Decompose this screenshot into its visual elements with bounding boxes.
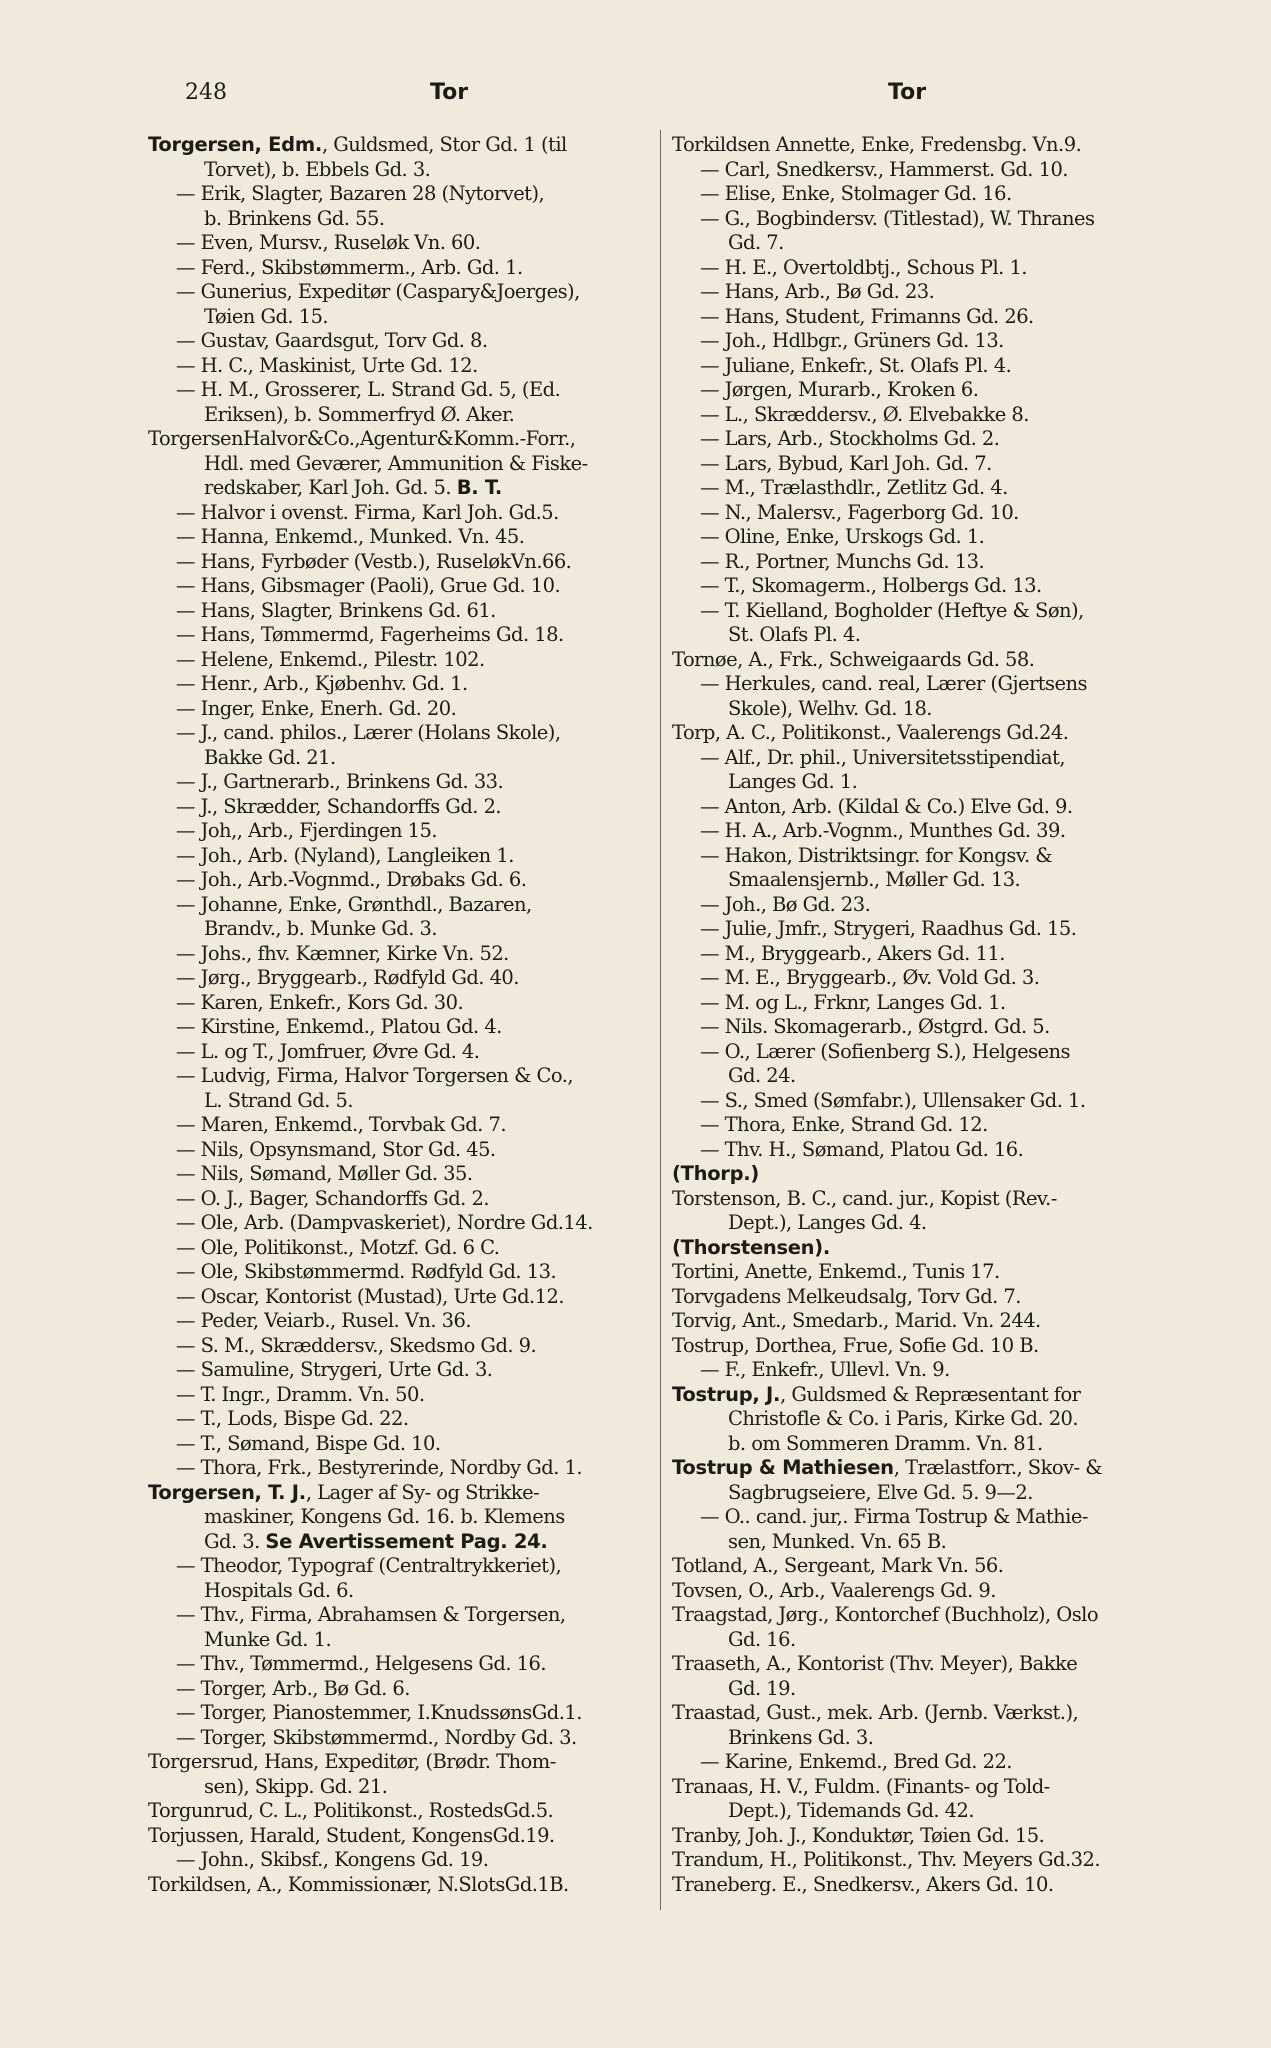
directory-line: — Thv., Firma, Abrahamsen & Torgersen, [176,1603,566,1626]
directory-line: Sagbrugseiere, Elve Gd. 5. 9—2. [728,1480,1033,1504]
page-header [0,72,1271,112]
directory-line: — Jørgen, Murarb., Kroken 6. [700,378,979,401]
directory-line: Hdl. med Geværer, Ammunition & Fiske- [204,451,588,475]
directory-line: Hospitals Gd. 6. [204,1578,354,1602]
directory-line: Tortini, Anette, Enkemd., Tunis 17. [672,1260,1000,1283]
directory-line: Gd. 19. [728,1676,796,1700]
directory-line: — N., Malersv., Fagerborg Gd. 10. [700,500,1019,524]
directory-line: — Hanna, Enkemd., Munked. Vn. 45. [176,525,525,548]
directory-line: — R., Portner, Munchs Gd. 13. [700,549,985,573]
directory-line: — Lars, Arb., Stockholms Gd. 2. [700,427,1000,450]
directory-line: — Hans, Tømmermd, Fagerheims Gd. 18. [176,623,564,646]
directory-line: — O.. cand. jur,. Firma Tostrup & Mathie- [700,1505,1088,1528]
directory-line: — S., Smed (Sømfabr.), Ullensaker Gd. 1. [700,1088,1086,1112]
directory-line: Tranaas, H. V., Fuldm. (Finants- og Told- [672,1774,1050,1798]
directory-line: — Joh., Hdlbgr., Grüners Gd. 13. [700,329,1004,352]
directory-line: — Johs., fhv. Kæmner, Kirke Vn. 52. [176,941,509,965]
directory-line: — M. E., Bryggearb., Øv. Vold Gd. 3. [700,966,1040,989]
directory-line: — Oscar, Kontorist (Mustad), Urte Gd.12. [176,1284,565,1308]
column-divider [660,130,661,1910]
directory-line: — Hans, Gibsmager (Paoli), Grue Gd. 10. [176,574,561,597]
directory-line: — Ole, Skibstømmermd. Rødfyld Gd. 13. [176,1260,557,1283]
directory-line: — Torger, Arb., Bø Gd. 6. [176,1676,410,1700]
directory-line: Totland, A., Sergeant, Mark Vn. 56. [672,1554,1004,1577]
directory-line: — Ludvig, Firma, Halvor Torgersen & Co., [176,1064,574,1087]
directory-line: — O., Lærer (Sofienberg S.), Helgesens [700,1039,1070,1063]
directory-line: Christofle & Co. i Paris, Kirke Gd. 20. [728,1407,1079,1430]
directory-line: — Hans, Slagter, Brinkens Gd. 61. [176,598,496,622]
directory-line: — Ole, Arb. (Dampvaskeriet), Nordre Gd.14. [176,1211,593,1234]
directory-line: — L., Skræddersv., Ø. Elvebakke 8. [700,402,1029,426]
directory-line: — O. J., Bager, Schandorffs Gd. 2. [176,1186,489,1210]
directory-line: Torkildsen Annette, Enke, Fredensbg. Vn.9. [672,133,1082,156]
running-head-right: Tor [888,80,927,105]
directory-line: Bakke Gd. 21. [204,745,336,769]
directory-line: — T. Kielland, Bogholder (Heftye & Søn), [700,598,1084,622]
right-column [672,133,1224,1897]
directory-line: — Nils, Opsynsmand, Stor Gd. 45. [176,1137,496,1161]
directory-line: — Joh,, Arb., Fjerdingen 15. [176,819,437,842]
directory-line: Traneberg. E., Snedkersv., Akers Gd. 10. [672,1872,1054,1896]
directory-line: Torstenson, B. C., cand. jur., Kopist (Rev.- [672,1186,1057,1210]
directory-line: Tostrup, J., Guldsmed & Repræsentant for [672,1382,1081,1406]
directory-line: — Oline, Enke, Urskogs Gd. 1. [700,525,985,548]
directory-line: — L. og T., Jomfruer, Øvre Gd. 4. [176,1039,480,1063]
directory-line: — Gunerius, Expeditør (Caspary&Joerges), [176,280,580,303]
directory-line: Tranby, Joh. J., Konduktør, Tøien Gd. 15. [672,1823,1045,1847]
directory-line: — Joh., Arb. (Nyland), Langleiken 1. [176,843,514,867]
directory-line: — John., Skibsf., Kongens Gd. 19. [176,1848,489,1871]
directory-line: b. Brinkens Gd. 55. [204,206,385,230]
directory-line: Skole), Welhv. Gd. 18. [728,696,932,720]
directory-line: redskaber, Karl Joh. Gd. 5. B. T. [204,476,503,499]
directory-line: — Henr., Arb., Kjøbenhv. Gd. 1. [176,672,468,695]
directory-line: (Thorp.) [672,1162,759,1185]
directory-line: — Joh., Bø Gd. 23. [700,892,871,916]
directory-line: — J., Gartnerarb., Brinkens Gd. 33. [176,770,504,793]
page-number: 248 [185,80,227,105]
directory-line: — Torger, Skibstømmermd., Nordby Gd. 3. [176,1725,577,1749]
directory-line: Tostrup & Mathiesen, Trælastforr., Skov- & [672,1456,1103,1479]
directory-line: — Nils. Skomagerarb., Østgrd. Gd. 5. [700,1015,1050,1038]
directory-line: — Even, Mursv., Ruseløk Vn. 60. [176,231,481,254]
directory-line: — Ole, Politikonst., Motzf. Gd. 6 C. [176,1235,500,1259]
directory-line: — Thv. H., Sømand, Platou Gd. 16. [700,1137,1024,1161]
directory-line: Torjussen, Harald, Student, KongensGd.19. [148,1823,555,1847]
directory-line: Traagstad, Jørg., Kontorchef (Buchholz), Oslo [672,1603,1099,1626]
directory-line: Torgersen, T. J., Lager af Sy- og Strikke- [148,1480,540,1504]
directory-line: — Theodor, Typograf (Centraltrykkeriet), [176,1554,562,1577]
directory-line: — T., Sømand, Bispe Gd. 10. [176,1431,441,1455]
directory-line: Traastad, Gust., mek. Arb. (Jernb. Værkst.), [672,1701,1079,1724]
directory-line: — Anton, Arb. (Kildal & Co.) Elve Gd. 9. [700,794,1073,818]
directory-line: — S. M., Skræddersv., Skedsmo Gd. 9. [176,1333,537,1357]
directory-line: Tovsen, O., Arb., Vaalerengs Gd. 9. [672,1578,996,1602]
directory-line: — Helene, Enkemd., Pilestr. 102. [176,647,485,671]
directory-line: Torgersen, Edm., Guldsmed, Stor Gd. 1 (til [148,133,567,156]
directory-line: Torvgadens Melkeudsalg, Torv Gd. 7. [672,1284,1021,1308]
directory-line: TorgersenHalvor&Co.,Agentur&Komm.-Forr., [148,427,576,450]
directory-line: — Hans, Arb., Bø Gd. 23. [700,280,935,303]
directory-line: Gd. 7. [728,231,784,254]
directory-line: — Elise, Enke, Stolmager Gd. 16. [700,182,1012,205]
directory-line: sen), Skipp. Gd. 21. [204,1774,388,1798]
directory-line: — Halvor i ovenst. Firma, Karl Joh. Gd.5. [176,500,559,524]
directory-line: — H. M., Grosserer, L. Strand Gd. 5, (Ed. [176,378,561,401]
directory-line: — Juliane, Enkefr., St. Olafs Pl. 4. [700,353,1012,377]
directory-line: Smaalensjernb., Møller Gd. 13. [728,868,1021,891]
directory-line: — H. C., Maskinist, Urte Gd. 12. [176,353,478,377]
directory-line: L. Strand Gd. 5. [204,1088,353,1112]
directory-line: — Hans, Student, Frimanns Gd. 26. [700,304,1034,328]
directory-line: — Gustav, Gaardsgut, Torv Gd. 8. [176,329,488,352]
directory-line: — Hakon, Distriktsingr. for Kongsv. & [700,843,1053,867]
directory-line: Torvet), b. Ebbels Gd. 3. [204,157,431,181]
directory-line: Munke Gd. 1. [204,1627,332,1651]
directory-line: — Peder, Veiarb., Rusel. Vn. 36. [176,1309,472,1332]
directory-line: Torvig, Ant., Smedarb., Marid. Vn. 244. [672,1309,1041,1332]
directory-line: — Erik, Slagter, Bazaren 28 (Nytorvet), [176,182,545,205]
directory-line: Dept.), Tidemands Gd. 42. [728,1799,975,1822]
directory-line: — Joh., Arb.-Vognmd., Drøbaks Gd. 6. [176,868,527,891]
running-head-left: Tor [430,80,469,105]
directory-line: — H. A., Arb.-Vognm., Munthes Gd. 39. [700,819,1066,842]
directory-line: — Karen, Enkefr., Kors Gd. 30. [176,990,464,1014]
directory-line: — Thv., Tømmermd., Helgesens Gd. 16. [176,1652,546,1675]
directory-line: Torgersrud, Hans, Expeditør, (Brødr. Thom- [148,1750,556,1773]
directory-line: — M., Trælasthdlr., Zetlitz Gd. 4. [700,476,1008,499]
directory-line: Tornøe, A., Frk., Schweigaards Gd. 58. [672,647,1035,671]
directory-line: — Thora, Frk., Bestyrerinde, Nordby Gd. 1. [176,1456,583,1479]
directory-line: Gd. 3. Se Avertissement Pag. 24. [204,1529,548,1553]
directory-line: Eriksen), b. Sommerfryd Ø. Aker. [204,402,515,426]
directory-line: — Samuline, Strygeri, Urte Gd. 3. [176,1358,493,1381]
directory-line: — G., Bogbindersv. (Titlestad), W. Thranes [700,206,1095,230]
directory-line: — F., Enkefr., Ullevl. Vn. 9. [700,1358,950,1381]
directory-line: St. Olafs Pl. 4. [728,623,861,646]
directory-line: Langes Gd. 1. [728,770,858,793]
directory-line: maskiner, Kongens Gd. 16. b. Klemens [204,1505,565,1528]
directory-line: Torp, A. C., Politikonst., Vaalerengs Gd.24. [672,721,1069,744]
directory-line: — Johanne, Enke, Grønthdl., Bazaren, [176,892,532,916]
directory-line: — J., cand. philos., Lærer (Holans Skole), [176,721,561,744]
directory-line: Trandum, H., Politikonst., Thv. Meyers Gd.32. [672,1848,1100,1871]
directory-line: — J., Skrædder, Schandorffs Gd. 2. [176,794,502,818]
directory-line: — Alf., Dr. phil., Universitetsstipendiat, [700,745,1065,769]
directory-line: Brandv., b. Munke Gd. 3. [204,917,437,940]
directory-line: — Lars, Bybud, Karl Joh. Gd. 7. [700,451,992,475]
directory-line: — T., Skomagerm., Holbergs Gd. 13. [700,574,1042,597]
directory-line: — Carl, Snedkersv., Hammerst. Gd. 10. [700,157,1068,181]
directory-line: (Thorstensen). [672,1235,830,1259]
directory-line: — Ferd., Skibstømmerm., Arb. Gd. 1. [176,255,523,279]
directory-line: Torgunrud, C. L., Politikonst., RostedsGd.5. [148,1799,554,1822]
directory-line: Torkildsen, A., Kommissionær, N.SlotsGd.1B. [148,1872,569,1896]
directory-line: Gd. 16. [728,1627,796,1651]
directory-line: — Julie, Jmfr., Strygeri, Raadhus Gd. 15. [700,917,1077,940]
directory-line: b. om Sommeren Dramm. Vn. 81. [728,1431,1043,1455]
directory-line: Tøien Gd. 15. [204,304,329,328]
directory-line: — Inger, Enke, Enerh. Gd. 20. [176,696,457,720]
directory-line: Gd. 24. [728,1064,796,1087]
directory-line: Brinkens Gd. 3. [728,1725,874,1749]
directory-line: — Kirstine, Enkemd., Platou Gd. 4. [176,1015,502,1038]
directory-line: Traaseth, A., Kontorist (Thv. Meyer), Bakke [672,1652,1078,1675]
left-column [148,133,670,1897]
directory-line: — Maren, Enkemd., Torvbak Gd. 7. [176,1113,506,1136]
directory-line: sen, Munked. Vn. 65 B. [728,1529,947,1553]
directory-line: — Thora, Enke, Strand Gd. 12. [700,1113,988,1136]
directory-line: — T., Lods, Bispe Gd. 22. [176,1407,409,1430]
directory-line: — H. E., Overtoldbtj., Schous Pl. 1. [700,255,1027,279]
directory-line: Dept.), Langes Gd. 4. [728,1211,927,1234]
directory-line: — Karine, Enkemd., Bred Gd. 22. [700,1750,1012,1773]
directory-line: — Nils, Sømand, Møller Gd. 35. [176,1162,473,1185]
directory-line: — M. og L., Frknr, Langes Gd. 1. [700,990,1006,1014]
directory-line: Tostrup, Dorthea, Frue, Sofie Gd. 10 B. [672,1333,1039,1357]
directory-line: — M., Bryggearb., Akers Gd. 11. [700,941,1005,965]
directory-line: — Jørg., Bryggearb., Rødfyld Gd. 40. [176,966,519,989]
directory-line: — Hans, Fyrbøder (Vestb.), RuseløkVn.66. [176,549,572,573]
directory-line: — Herkules, cand. real, Lærer (Gjertsens [700,672,1087,695]
directory-line: — Torger, Pianostemmer, I.KnudssønsGd.1. [176,1701,582,1724]
directory-line: — T. Ingr., Dramm. Vn. 50. [176,1382,425,1406]
